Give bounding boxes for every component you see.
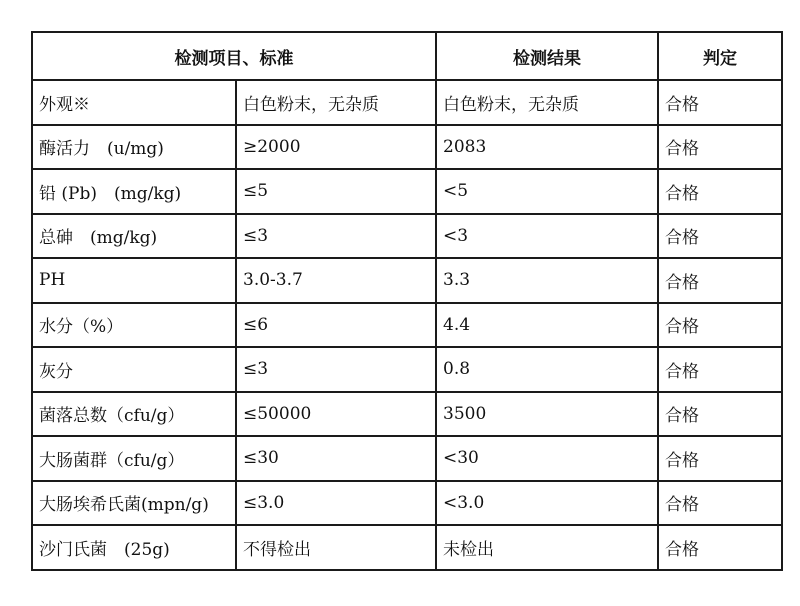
cell-standard: ≤3 [236, 214, 436, 259]
cell-verdict: 合格 [658, 525, 782, 570]
cell-result: 3.3 [436, 258, 658, 303]
cell-result: <30 [436, 436, 658, 481]
cell-verdict: 合格 [658, 392, 782, 437]
header-item-standard: 检测项目、标准 [32, 32, 436, 80]
cell-result: 4.4 [436, 303, 658, 348]
table-row [32, 125, 782, 170]
cell-standard: ≤5 [236, 169, 436, 214]
cell-item: 大肠菌群（cfu/g） [32, 436, 236, 481]
cell-verdict: 合格 [658, 125, 782, 170]
cell-standard: ≥2000 [236, 125, 436, 170]
cell-standard: ≤50000 [236, 392, 436, 437]
cell-verdict: 合格 [658, 303, 782, 348]
cell-item: 水分（%） [32, 303, 236, 348]
cell-standard: 不得检出 [236, 525, 436, 570]
table-row [32, 169, 782, 214]
cell-item: 沙门氏菌 (25g) [32, 525, 236, 570]
cell-standard: 白色粉末，无杂质 [236, 80, 436, 125]
cell-standard: ≤30 [236, 436, 436, 481]
cell-result: 未检出 [436, 525, 658, 570]
cell-item: 酶活力 (u/mg) [32, 125, 236, 170]
table-row [32, 525, 782, 570]
cell-verdict: 合格 [658, 169, 782, 214]
cell-item: 菌落总数（cfu/g） [32, 392, 236, 437]
cell-verdict: 合格 [658, 481, 782, 526]
cell-result: 2083 [436, 125, 658, 170]
cell-result: 0.8 [436, 347, 658, 392]
table-row [32, 392, 782, 437]
cell-result: <3 [436, 214, 658, 259]
cell-verdict: 合格 [658, 258, 782, 303]
cell-result: <5 [436, 169, 658, 214]
cell-item: 大肠埃希氏菌(mpn/g) [32, 481, 236, 526]
cell-verdict: 合格 [658, 436, 782, 481]
table-row [32, 80, 782, 125]
cell-result: <3.0 [436, 481, 658, 526]
cell-standard: ≤3.0 [236, 481, 436, 526]
table-row [32, 303, 782, 348]
table-row [32, 347, 782, 392]
cell-verdict: 合格 [658, 80, 782, 125]
cell-standard: 3.0-3.7 [236, 258, 436, 303]
cell-result: 3500 [436, 392, 658, 437]
cell-standard: ≤6 [236, 303, 436, 348]
table-row [32, 436, 782, 481]
cell-result: 白色粉末，无杂质 [436, 80, 658, 125]
cell-item: 总砷 (mg/kg) [32, 214, 236, 259]
cell-verdict: 合格 [658, 347, 782, 392]
test-results-table [31, 31, 783, 571]
cell-verdict: 合格 [658, 214, 782, 259]
cell-item: PH [32, 258, 236, 303]
header-result: 检测结果 [436, 32, 658, 80]
cell-item: 灰分 [32, 347, 236, 392]
table-row [32, 258, 782, 303]
cell-standard: ≤3 [236, 347, 436, 392]
header-verdict: 判定 [658, 32, 782, 80]
cell-item: 铅 (Pb) (mg/kg) [32, 169, 236, 214]
cell-item: 外观※ [32, 80, 236, 125]
header-row [32, 32, 782, 80]
table-row [32, 214, 782, 259]
table-row [32, 481, 782, 526]
